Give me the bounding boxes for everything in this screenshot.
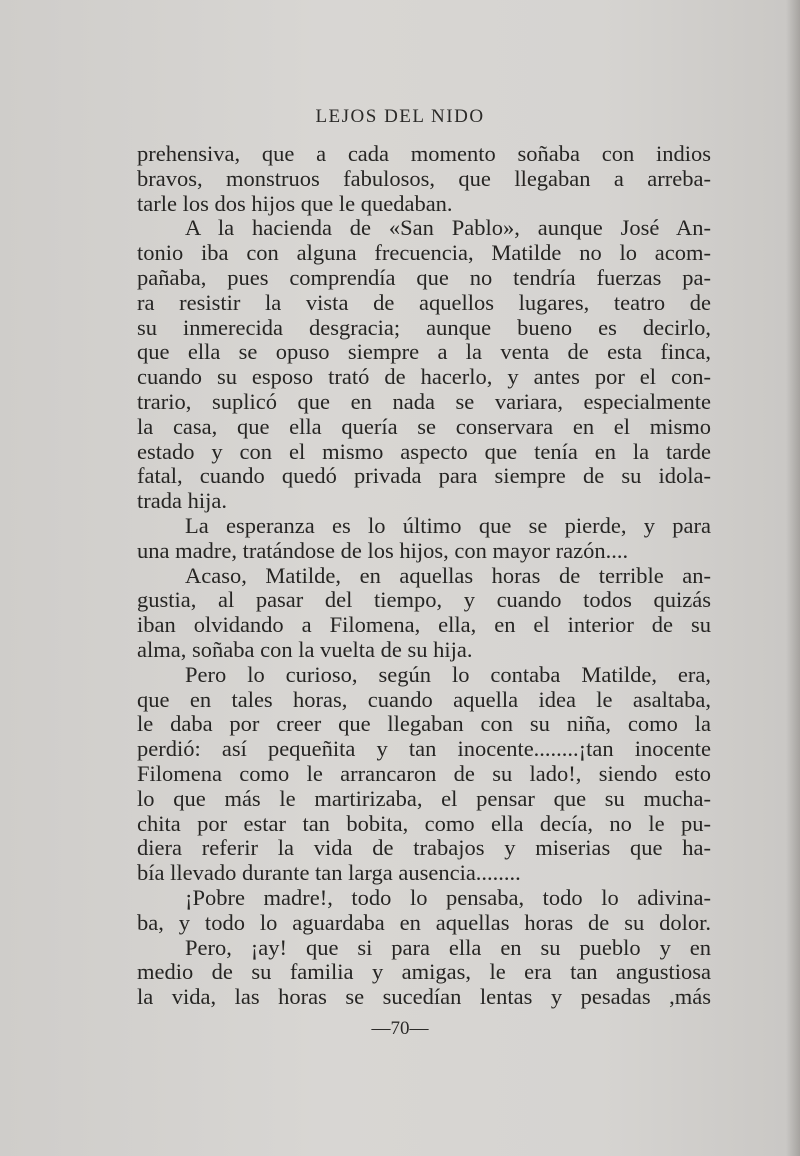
text-line: La esperanza es lo último que se pierde, y para bbox=[185, 512, 711, 538]
text-line: la casa, que ella quería se conservara en el mismo bbox=[137, 413, 711, 439]
text-line: su inmerecida desgracia; aunque bueno es decirlo, bbox=[137, 314, 711, 340]
text-line: alma, soñaba con la vuelta de su hija. bbox=[137, 636, 473, 662]
text-line: perdió: así pequeñita y tan inocente........¡tan inocente bbox=[137, 736, 711, 762]
text-line: iban olvidando a Filomena, ella, en el interior de su bbox=[137, 612, 711, 638]
text-line: Acaso, Matilde, en aquellas horas de terrible an- bbox=[185, 562, 711, 588]
text-line: que en tales horas, cuando aquella idea le asaltaba, bbox=[137, 686, 711, 712]
text-line: lo que más le martirizaba, el pensar que su mucha- bbox=[137, 785, 711, 811]
text-line: ba, y todo lo aguardaba en aquellas horas de su dolor. bbox=[137, 909, 711, 935]
text-line: que ella se opuso siempre a la venta de esta finca, bbox=[137, 339, 711, 365]
text-line: la vida, las horas se sucedían lentas y pesadas ,más bbox=[137, 984, 711, 1010]
text-line: tonio iba con alguna frecuencia, Matilde no lo acom- bbox=[137, 240, 711, 266]
text-line: diera referir la vida de trabajos y miserias que ha- bbox=[137, 835, 711, 861]
text-line: bía llevado durante tan larga ausencia........ bbox=[137, 860, 521, 886]
text-line: trada hija. bbox=[137, 488, 227, 514]
text-line: una madre, tratándose de los hijos, con mayor razón.... bbox=[137, 537, 629, 563]
text-line: fatal, cuando quedó privada para siempre de su idola- bbox=[137, 463, 711, 489]
text-line: prehensiva, que a cada momento soñaba con indios bbox=[137, 141, 711, 166]
text-line: trario, suplicó que en nada se variara, especialmente bbox=[137, 388, 711, 414]
text-line: cuando su esposo trató de hacerlo, y antes por el con- bbox=[137, 364, 711, 390]
text-line: pañaba, pues comprendía que no tendría fuerzas pa- bbox=[137, 264, 711, 290]
text-line: tarle los dos hijos que le quedaban. bbox=[137, 190, 453, 216]
text-line: ra resistir la vista de aquellos lugares, teatro de bbox=[137, 289, 711, 315]
text-line: Filomena como le arrancaron de su lado!, siendo esto bbox=[137, 760, 711, 786]
text-line: gustia, al pasar del tiempo, y cuando todos quizás bbox=[137, 587, 711, 613]
body-text bbox=[137, 142, 711, 1010]
page-edge-shadow bbox=[786, 0, 800, 1156]
text-line: estado y con el mismo aspecto que tenía en la tarde bbox=[137, 438, 711, 464]
text-line: ¡Pobre madre!, todo lo pensaba, todo lo adivina- bbox=[185, 884, 711, 910]
text-line: Pero lo curioso, según lo contaba Matilde, era, bbox=[185, 661, 711, 687]
text-line: chita por estar tan bobita, como ella decía, no le pu- bbox=[137, 810, 711, 836]
text-line: Pero, ¡ay! que si para ella en su pueblo y en bbox=[185, 934, 711, 960]
text-line: A la hacienda de «San Pablo», aunque José An- bbox=[185, 215, 711, 241]
running-title: LEJOS DEL NIDO bbox=[315, 106, 485, 127]
page-number: —70— bbox=[371, 1018, 429, 1039]
text-line: medio de su familia y amigas, le era tan angustiosa bbox=[137, 959, 711, 985]
text-line: le daba por creer que llegaban con su niña, como la bbox=[137, 711, 711, 737]
text-line: bravos, monstruos fabulosos, que llegaban a arreba- bbox=[137, 165, 711, 191]
